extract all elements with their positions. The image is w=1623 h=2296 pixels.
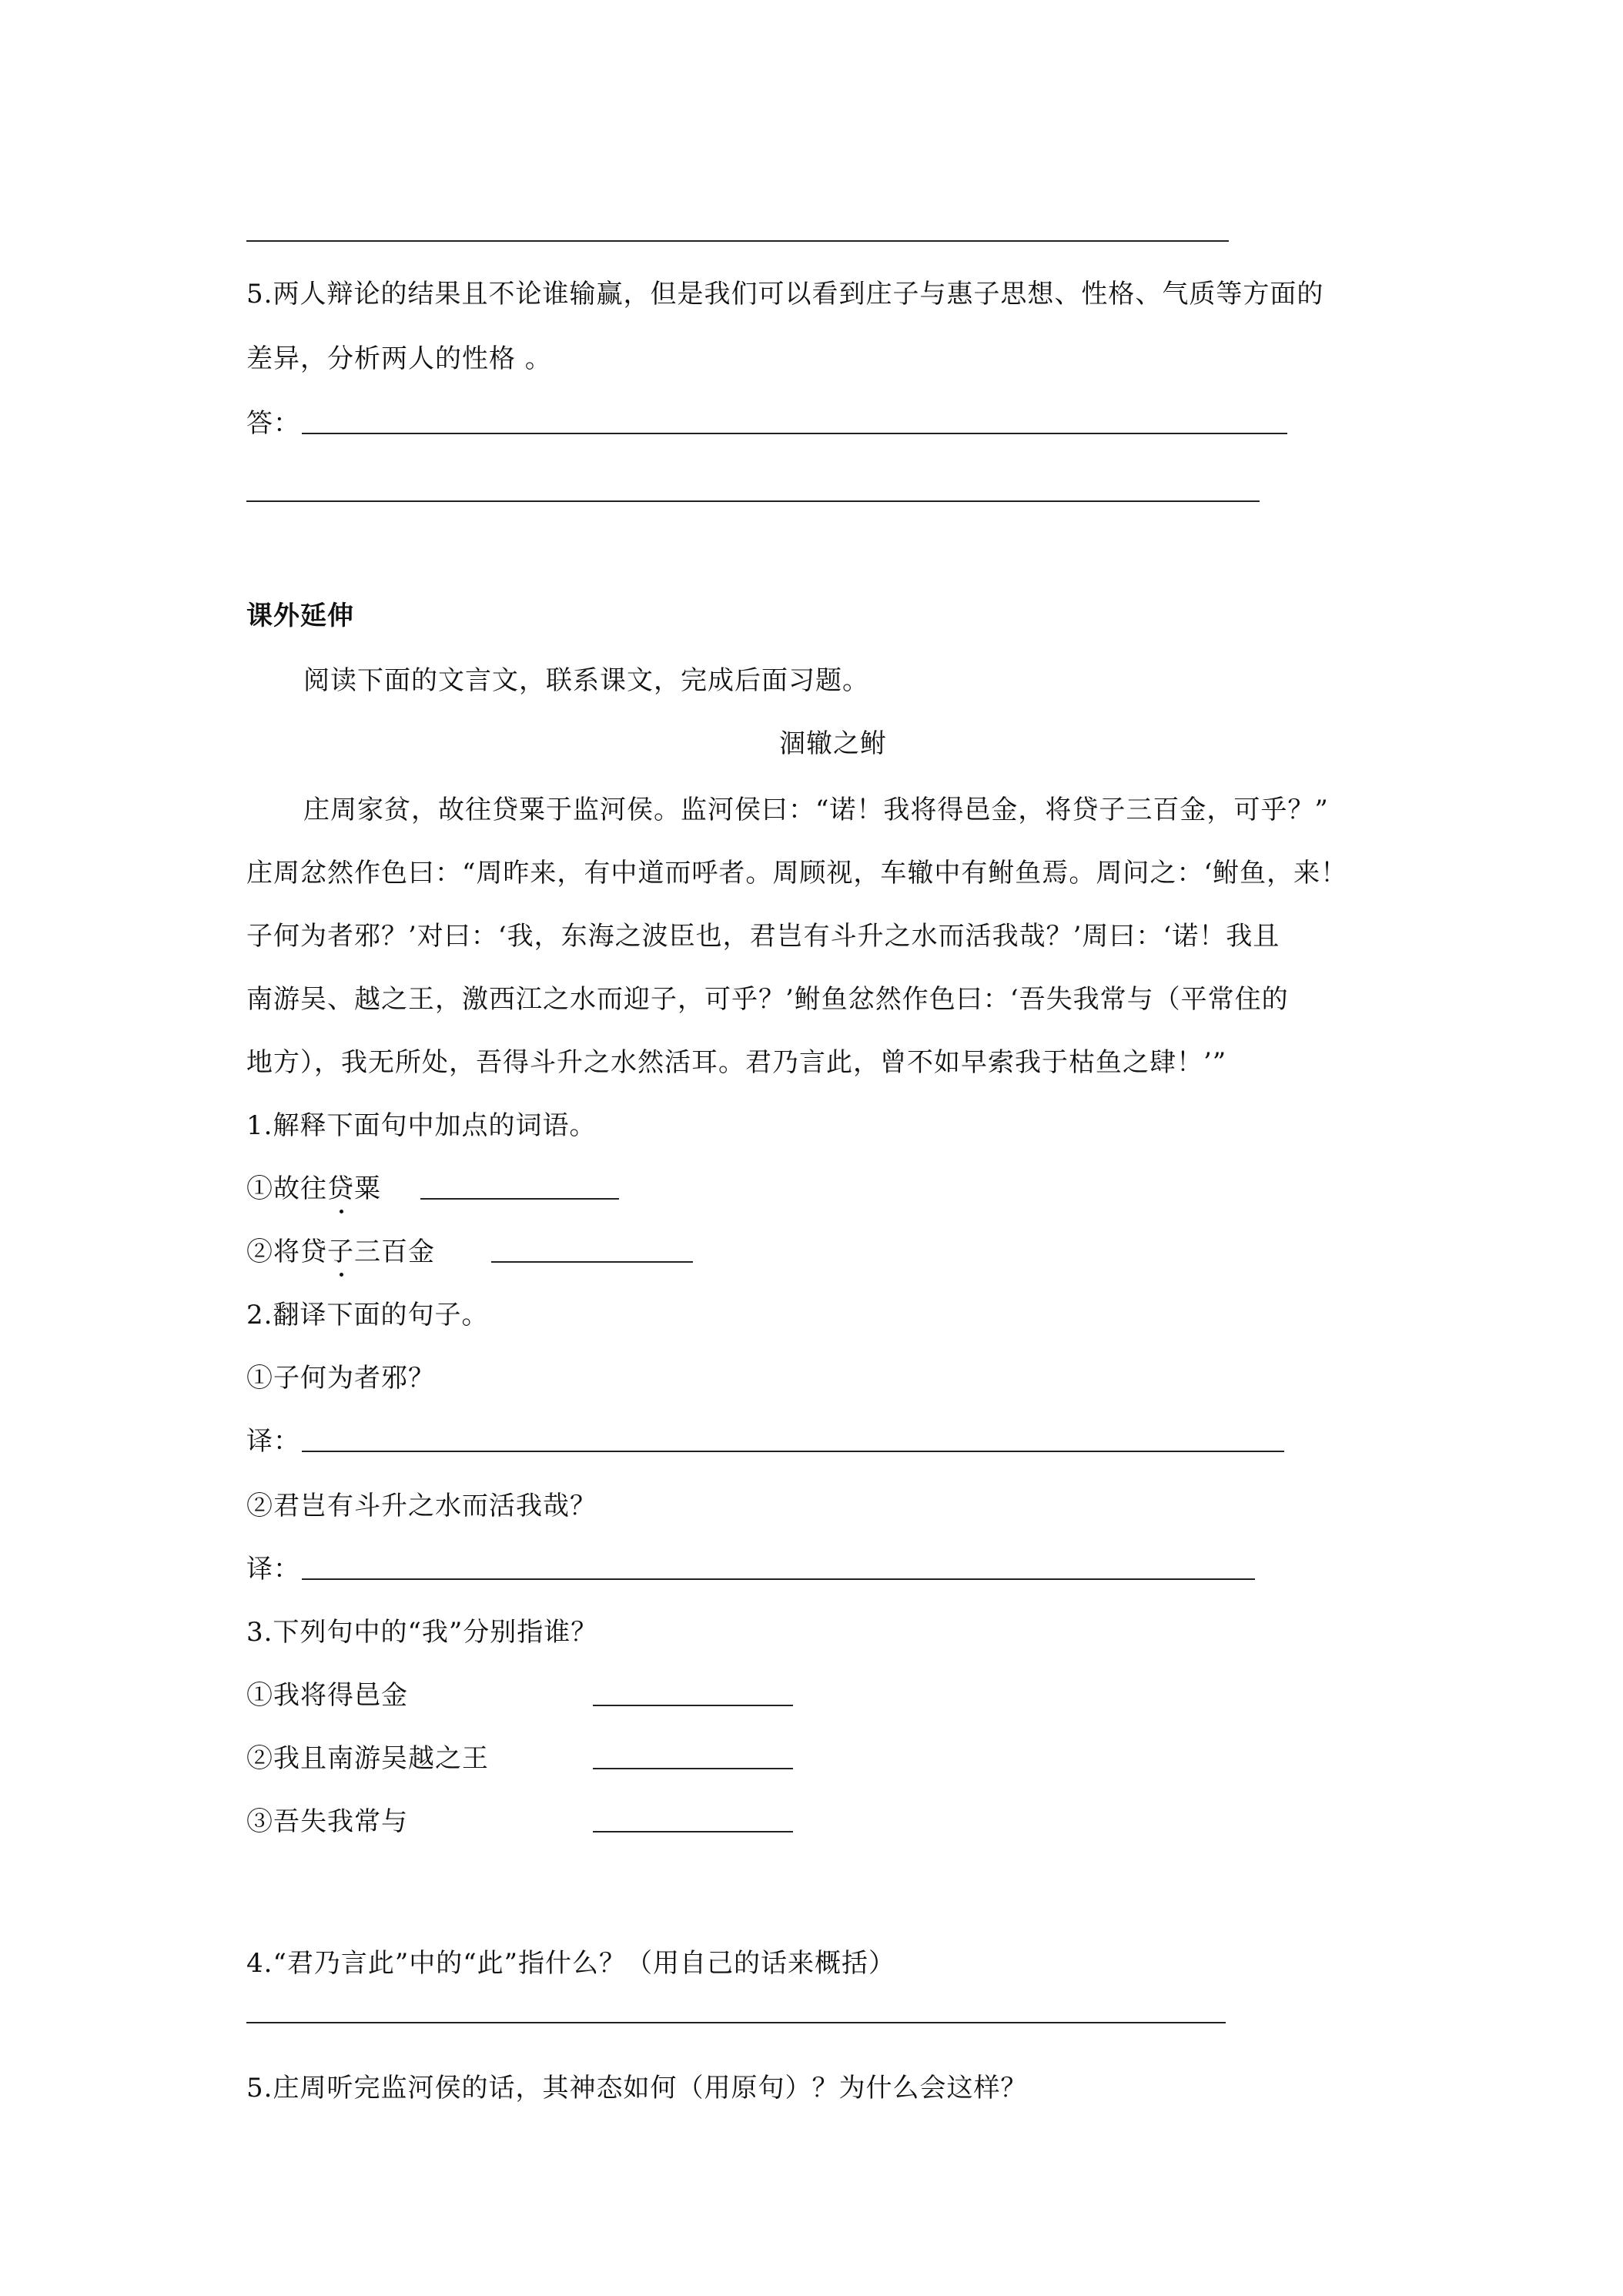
translate-label: 译： — [246, 1426, 300, 1457]
sub-question-text: ②将贷 — [246, 1237, 327, 1267]
answer-label: 答： — [246, 408, 300, 439]
sub-question-text: 三百金 — [354, 1237, 435, 1267]
dotted-word: 子 — [327, 1237, 354, 1267]
sub-question-text: ②我且南游吴越之王 — [246, 1743, 489, 1774]
answer-line[interactable] — [246, 240, 1229, 242]
intro-text: 阅读下面的文言文，联系课文，完成后面习题。 — [303, 665, 869, 696]
answer-line[interactable] — [593, 1831, 793, 1832]
translate-label: 译： — [246, 1554, 300, 1585]
answer-line[interactable] — [491, 1261, 693, 1263]
sub-question-text: 粟 — [354, 1173, 381, 1204]
answer-line[interactable] — [302, 433, 1287, 434]
sub-question-text: ①故往 — [246, 1173, 327, 1204]
question-text: 5.两人辩论的结果且不论谁输赢，但是我们可以看到庄子与惠子思想、性格、气质等方面的 — [246, 279, 1324, 310]
question-stem: 5.庄周听完监河侯的话，其神态如何（用原句）？为什么会这样？ — [246, 2073, 1028, 2104]
sub-question — [246, 1235, 435, 1269]
answer-line[interactable] — [593, 1768, 793, 1769]
answer-line[interactable] — [302, 1451, 1284, 1452]
dotted-word: 贷 — [327, 1173, 354, 1204]
question-stem: 3.下列句中的“我”分别指谁？ — [246, 1617, 598, 1648]
passage-line: 子何为者邪？’对曰：‘我，东海之波臣也，君岂有斗升之水而活我哉？’周曰：‘诺！我且 — [246, 921, 1280, 952]
sub-question-text: ③吾失我常与 — [246, 1806, 408, 1837]
passage-line: 庄周家贫，故往贷粟于监河侯。监河侯曰：“诺！我将得邑金，将贷子三百金，可乎？” — [303, 795, 1329, 825]
question-text: 差异，分析两人的性格 。 — [246, 343, 552, 374]
answer-line[interactable] — [302, 1578, 1255, 1580]
passage-line: 南游吴、越之王，激西江之水而迎子，可乎？’鲋鱼忿然作色曰：‘吾失我常与（平常住的 — [246, 984, 1289, 1015]
answer-line[interactable] — [246, 2022, 1226, 2023]
question-stem: 1.解释下面句中加点的词语。 — [246, 1110, 597, 1141]
answer-line[interactable] — [246, 500, 1260, 502]
answer-line[interactable] — [420, 1198, 619, 1200]
sub-question-text: ①我将得邑金 — [246, 1680, 408, 1711]
question-stem: 4.“君乃言此”中的“此”指什么？（用自己的话来概括） — [246, 1948, 895, 1979]
sub-question-text: ②君岂有斗升之水而活我哉？ — [246, 1491, 597, 1521]
section-title: 课外延伸 — [246, 601, 354, 631]
question-stem: 2.翻译下面的句子。 — [246, 1300, 489, 1330]
passage-line: 庄周忿然作色曰：“周昨来，有中道而呼者。周顾视，车辙中有鲋鱼焉。周问之：‘鲋鱼，来！ — [246, 858, 1348, 889]
passage-line: 地方），我无所处，吾得斗升之水然活耳。君乃言此，曾不如早索我于枯鱼之肆！’” — [246, 1047, 1227, 1078]
passage-title: 涸辙之鲋 — [779, 728, 887, 759]
sub-question-text: ①子何为者邪？ — [246, 1363, 435, 1394]
answer-line[interactable] — [593, 1705, 793, 1706]
sub-question — [246, 1172, 381, 1206]
